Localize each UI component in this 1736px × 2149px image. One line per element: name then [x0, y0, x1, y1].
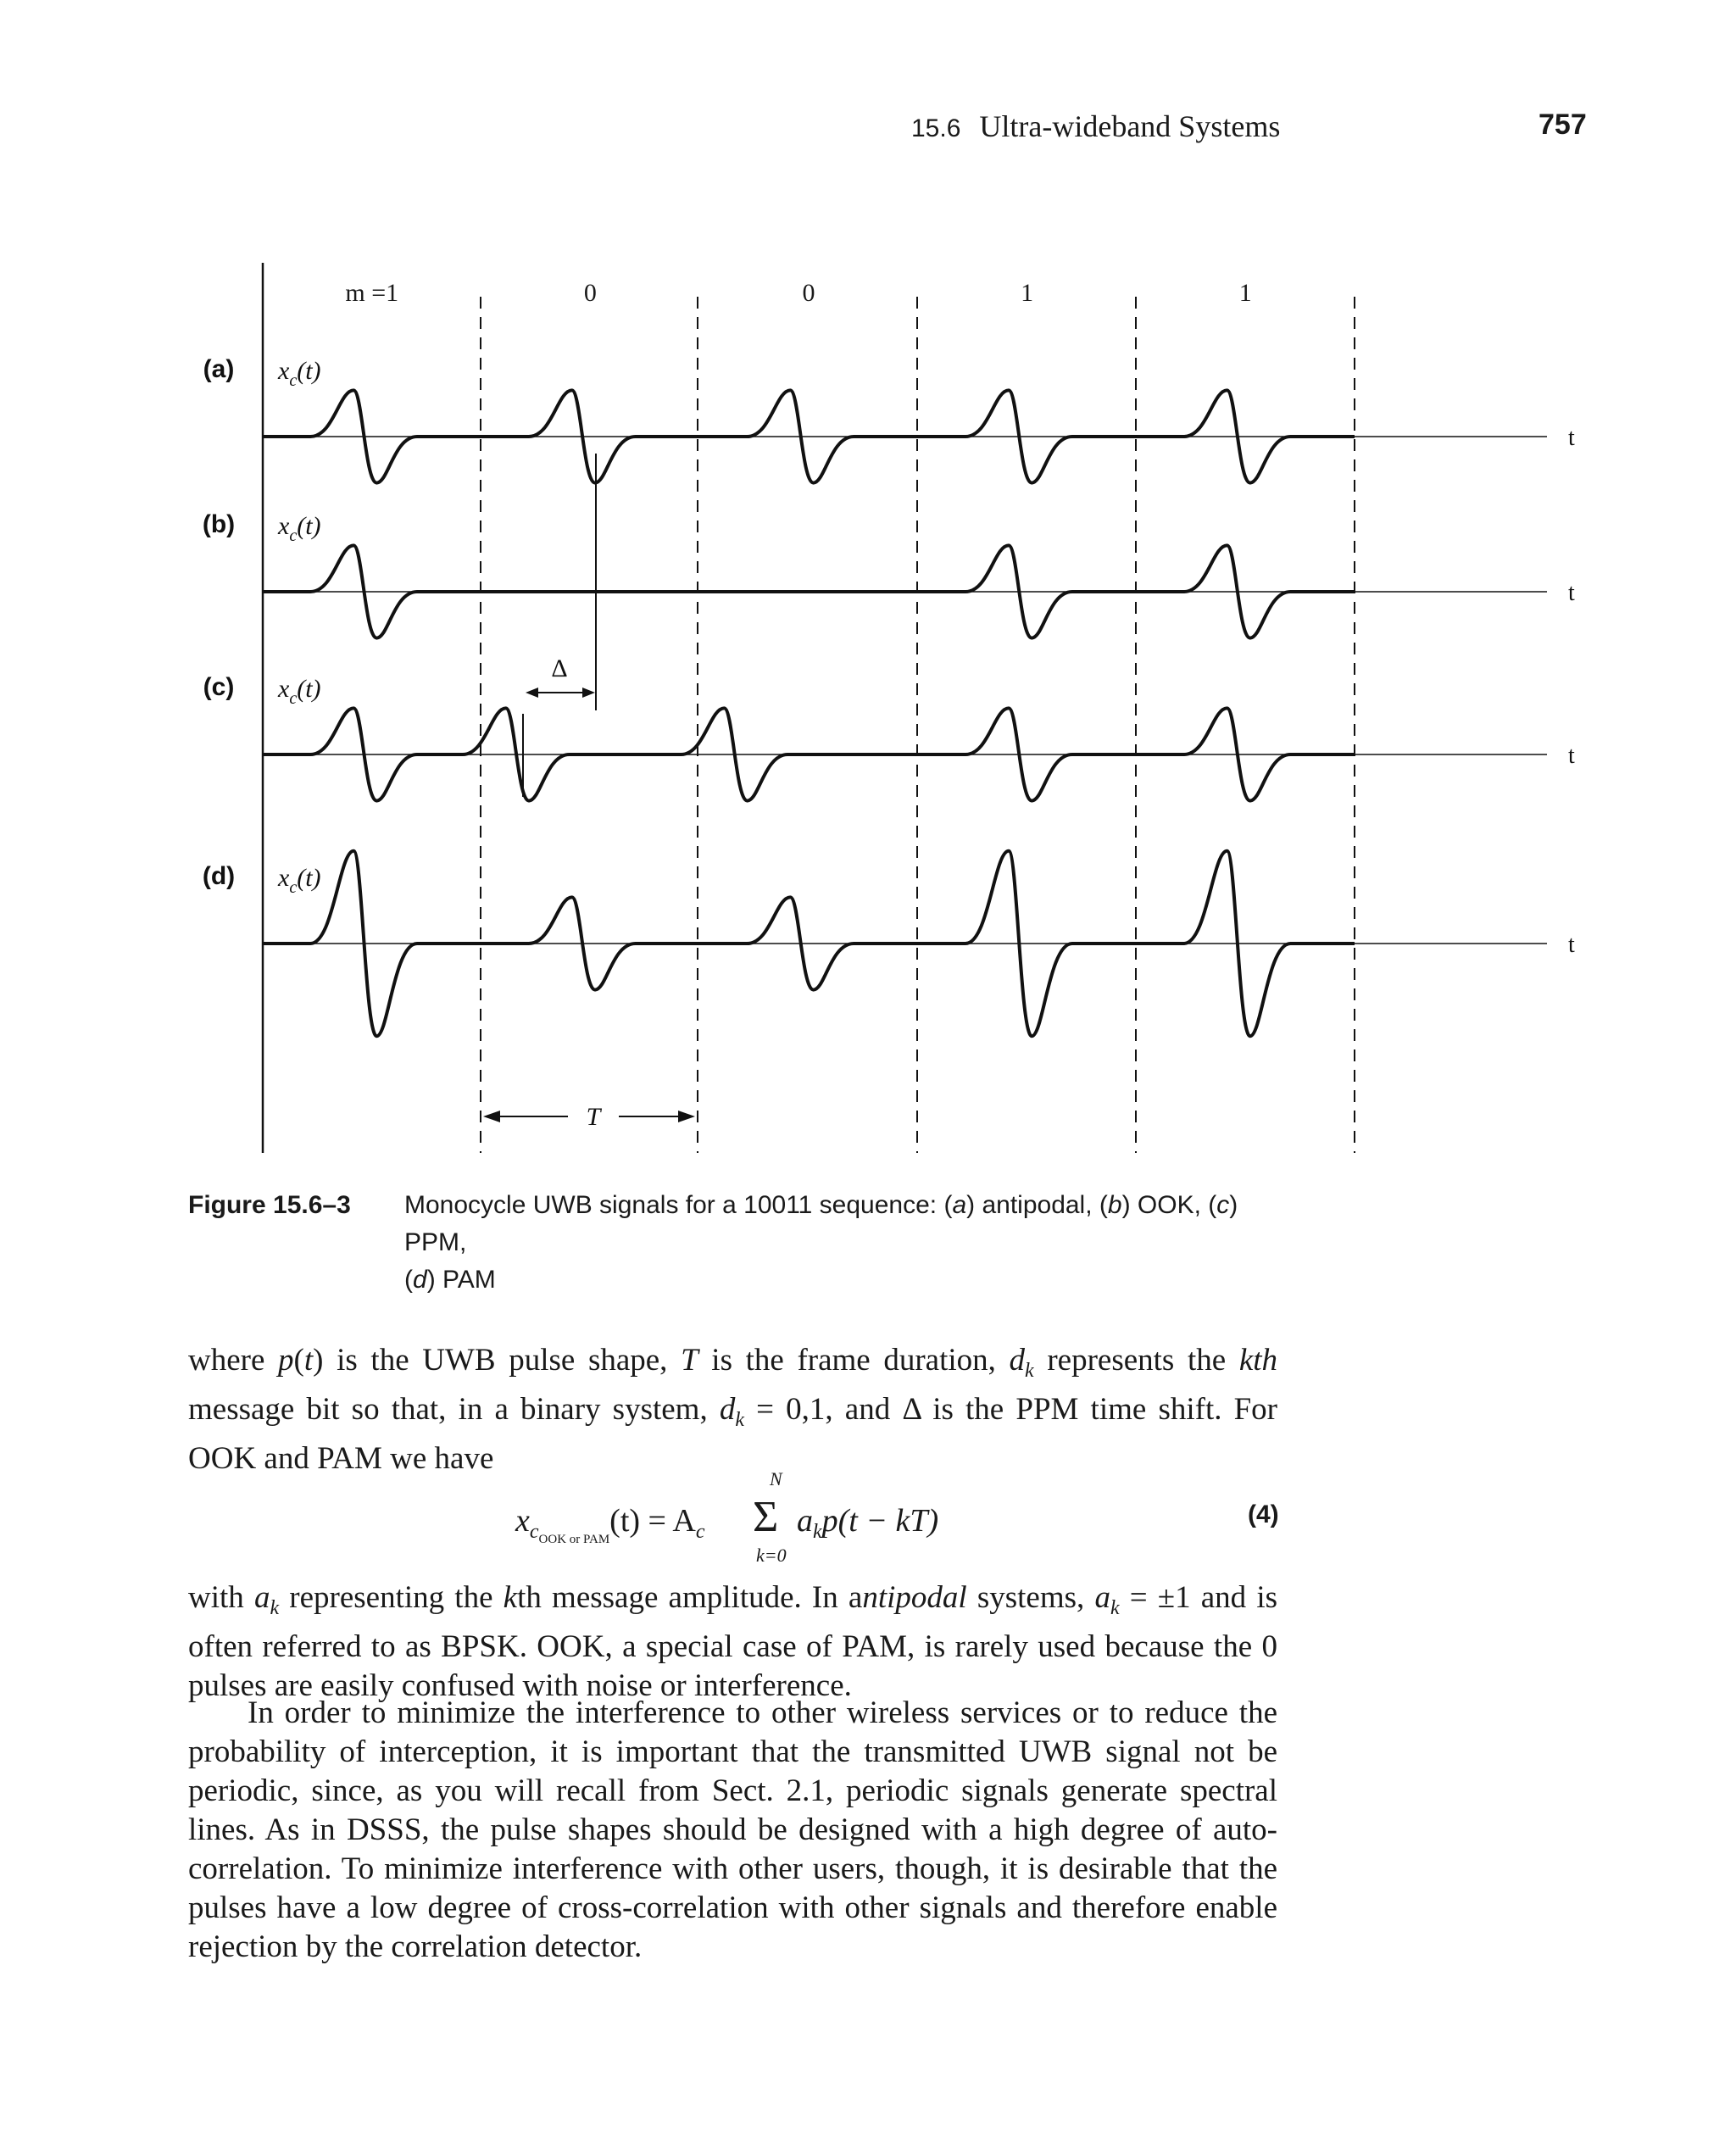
arrow-head [526, 688, 538, 698]
caption-part: ) PPM, [404, 1191, 1238, 1256]
text-run: ntipodal [862, 1580, 967, 1615]
text-run: a [1094, 1580, 1110, 1615]
text-run: p [278, 1343, 294, 1378]
delta-label: Δ [551, 654, 568, 682]
eq-part: c [695, 1521, 705, 1543]
time-axis-label: t [1568, 743, 1575, 769]
equation-4 [0, 1468, 1736, 1568]
caption-part: ) PAM [426, 1266, 496, 1294]
pulse-train [263, 545, 1355, 637]
page-number: 757 [1538, 109, 1587, 141]
section-title: Ultra-wideband Systems [979, 109, 1281, 143]
text-run: is the frame duration, [698, 1343, 1010, 1378]
paragraph-3: In order to minimize the interference to other wireless services or to reduce the probability of interception, it is important that the transmitted UWB signal not be periodic, since, as you will recall from Sect. 2.1, periodic signals generate spectral lines. As in DSSS, the pulse shapes should be designed with a high degree of auto-correlation. To minimize interference with other users, though, it is desirable that the pulses have a low degree of cross-correlation with other signals and therefore enable rejection by the correlation detector. [188, 1695, 1277, 1964]
signal-label: $x_c(t)$ [278, 864, 321, 897]
time-axis-label: t [1568, 580, 1575, 606]
caption-part: ) antipodal, ( [966, 1191, 1108, 1219]
text-run: T [681, 1343, 698, 1378]
eq-part: (t) = A [609, 1503, 696, 1539]
text-run: k [1110, 1597, 1120, 1619]
section-number: 15.6 [911, 114, 961, 142]
time-axis-label: t [1568, 425, 1575, 451]
bit-label: 1 [1021, 279, 1034, 307]
eq-part: c [529, 1521, 539, 1543]
eq-part: k=0 [756, 1545, 787, 1566]
text-run: k [735, 1409, 745, 1431]
figure-caption-text: Monocycle UWB signals for a 10011 sequence: (a) antipodal, (b) OOK, (c) PPM, (d) PAM [404, 1191, 1238, 1294]
row-label: (d) [202, 862, 236, 890]
bit-label: 0 [802, 279, 815, 307]
eq-part: OOK or PAM [538, 1533, 610, 1546]
bit-label: 1 [1238, 279, 1252, 307]
running-head [911, 109, 1280, 144]
text-run: k [270, 1597, 280, 1619]
text-run: ) is the UWB pulse shape, [313, 1343, 682, 1378]
paragraph-1 [188, 1341, 1277, 1478]
period-label: T [586, 1103, 601, 1131]
time-axis-label: t [1568, 932, 1575, 958]
text-run: t [303, 1343, 314, 1378]
text-run: th message amplitude. In a [517, 1580, 863, 1615]
arrow-head [678, 1111, 695, 1122]
eq-part: p(t − kT) [821, 1503, 939, 1539]
caption-part: Monocycle UWB signals for a 10011 sequence: ( [404, 1191, 953, 1219]
uwb-signal-figure [0, 246, 1736, 1178]
text-run: kth [1238, 1343, 1278, 1378]
text-run: ( [293, 1343, 304, 1378]
signal-label: $x_c(t)$ [278, 512, 321, 545]
eq-part: x [515, 1503, 530, 1539]
row-label: (a) [203, 355, 235, 383]
eq-part: Σ [753, 1493, 779, 1541]
row-label: (b) [202, 510, 236, 538]
text-run: where [188, 1343, 279, 1378]
text-run: = ±1 and is often referred to as BPSK. OOK, a special case of PAM, is rarely used because the 0 pulses are easily confused with noise or interference. [188, 1580, 1278, 1703]
text-run: d [719, 1392, 736, 1427]
pulse-train [263, 708, 1355, 800]
eq-part: k [813, 1521, 822, 1543]
running-header [0, 109, 1736, 149]
text-run: k [1025, 1360, 1034, 1382]
eq-part: N [770, 1468, 782, 1489]
row-label: (c) [203, 673, 235, 701]
text-run: represents the [1033, 1343, 1239, 1378]
caption-part: d [413, 1266, 427, 1294]
paragraph-2 [188, 1578, 1277, 1706]
text-run: with [188, 1580, 254, 1615]
arrow-head [582, 688, 595, 698]
text-run: message bit so that, in a binary system, [188, 1392, 720, 1427]
caption-part: c [1216, 1191, 1230, 1219]
signal-label: $x_c(t)$ [278, 357, 321, 390]
caption-part: b [1107, 1191, 1122, 1219]
text-run: k [503, 1580, 518, 1615]
text-run: d [1009, 1343, 1026, 1378]
text-run: = 0,1, and Δ is the PPM time shift. For OOK and PAM we have [188, 1392, 1278, 1476]
caption-part: a [952, 1191, 967, 1219]
bit-label: 0 [583, 279, 597, 307]
caption-part: ) OOK, ( [1121, 1191, 1217, 1219]
arrow-head [483, 1111, 500, 1122]
eq-part: a [797, 1503, 813, 1539]
figure-label: Figure 15.6–3 [188, 1191, 351, 1219]
text-run: representing the [279, 1580, 504, 1615]
text-run: a [253, 1580, 270, 1615]
text-run: systems, [966, 1580, 1095, 1615]
equation-number: (4) [1248, 1500, 1279, 1528]
signal-label: $x_c(t)$ [278, 675, 321, 708]
bit-label: m =1 [345, 279, 399, 307]
